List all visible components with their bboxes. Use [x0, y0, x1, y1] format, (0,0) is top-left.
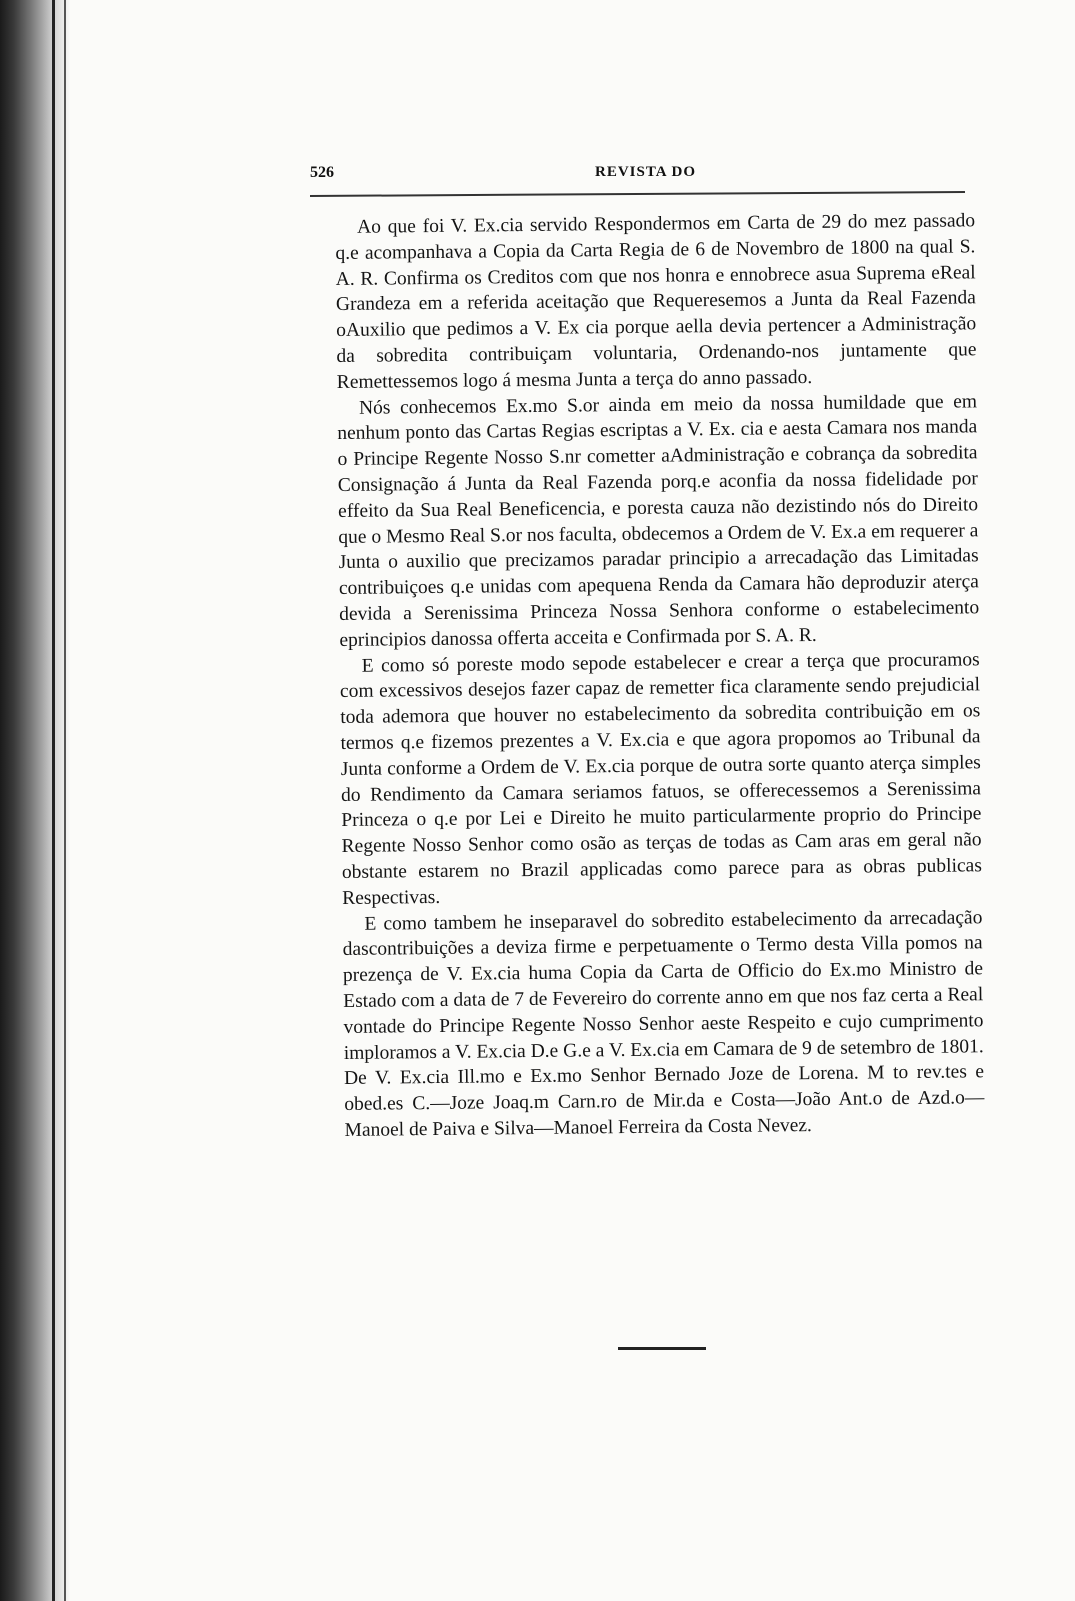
end-rule — [618, 1347, 706, 1350]
binding-line — [52, 0, 55, 1601]
header-rule — [310, 191, 965, 197]
running-head: REVISTA DO — [595, 164, 696, 180]
paragraph: E como só poreste modo sepode estabelecer e crear a terça que procuramos com excessivos desejos fazer capaz de remetter fica claramente sendo prejudicial toda ademora que houver no estabelecimento da sobredita contribuição em os termos q.e fizemos prezentes a V. Ex.cia e que agora propomos ao Tribunal da Junta conforme a Ordem de V. Ex.cia porque de outra sorte quanto aterça simples do Rendimento da Camara seriamos fatuos, se offerecessemos a Serenissima Princeza o q.e por Lei e Direito he muito particularmente proprio do Principe Regente Nosso Senhor como osão as terças de todas as Cam aras em geral não obstante estarem no Brazil applicadas como parece para as obras publicas Respectivas. — [339, 648, 982, 909]
paragraph: Nós conhecemos Ex.mo S.or ainda em meio da nossa humildade que em nenhum ponto das Cartas Regias escriptas a V. Ex. cia e aesta Camara nos manda o Principe Regente Nosso S.nr cometter aAdministração e cobrança da sobredita Consignação á Junta da Real Fazenda porq.e aconfia da nossa fidelidade por effeito da Sua Real Beneficencia, e poresta cauza não dezistindo nós do Direito que o Mesmo Real S.or nos faculta, obdecemos a Ordem de V. Ex.a em requerer a Junta o auxilio que precizamos paradar principio a arrecadação das Limitadas contribuiçoes q.e unidas com apequena Renda da Camara hão deproduzir aterça devida a Serenissima Princeza Nossa Senhora conforme o estabelecimento eprincipios danossa offerta acceita e Confirmada por S. A. R. — [337, 390, 980, 651]
paragraph: Ao que foi V. Ex.cia servido Respondermos em Carta de 29 do mez passado q.e acompanhava a Copia da Carta Regia de 6 de Novembro de 1800 na qual S. A. R. Confirma os Creditos com que nos honra e ennobrece asua Suprema eReal Grandeza em a referida aceitação que Requeresemos a Junta da Real Fazenda oAuxilio que pedimos a V. Ex cia porque aella devia pertencer a Administração da sobredita contribuiçam voluntaria, Ordenando-nos juntamente que Remettessemos logo á mesma Junta a terça do anno passado. — [335, 210, 977, 393]
paragraph: E como tambem he inseparavel do sobredito estabelecimento da arrecadação dascontribuições a deviza firme e perpetuamente o Termo desta Villa pomos na prezença de V. Ex.cia huma Copia da Carta de Officio do Ex.mo Ministro de Estado com a data de 7 de Fevereiro do corrente anno em que nos faz certa a Real vontade do Principe Regente Nosso Senhor aeste Respeito e cujo cumprimento imploramos a V. Ex.cia D.e G.e a V. Ex.cia em Camara de 9 de setembro de 1801. De V. Ex.cia Ill.mo e Ex.mo Senhor Bernado Joze de Lorena. M to rev.tes e obed.es C.—Joze Joaq.m Carn.ro de Mir.da e Costa—João Ant.o de Azd.o—Manoel de Paiva e Silva—Manoel Ferreira da Costa Nevez. — [342, 906, 985, 1141]
body-text — [335, 208, 985, 1143]
binding-line — [64, 0, 66, 1601]
page-number: 526 — [310, 164, 334, 181]
page-header — [310, 160, 960, 188]
binding-shadow — [0, 0, 70, 1601]
